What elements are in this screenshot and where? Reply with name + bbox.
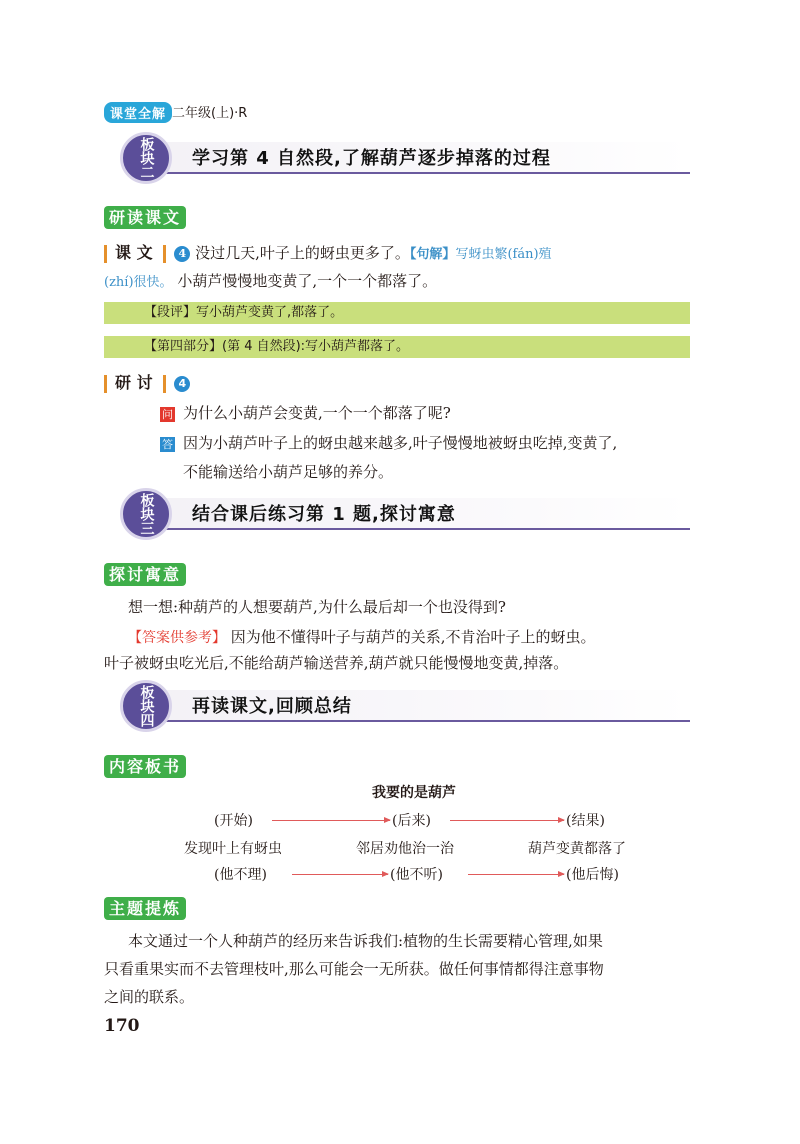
kewen-text-2: 小葫芦慢慢地变黄了,一个一个都落了。 bbox=[177, 272, 438, 290]
diagram-refuse: (他不听) bbox=[390, 867, 443, 883]
answer-icon: 答 bbox=[162, 437, 173, 451]
summary-line-3: 之间的联系。 bbox=[104, 988, 195, 1006]
question-text: 为什么小葫芦会变黄,一个一个都落了呢? bbox=[183, 404, 451, 422]
paragraph-number: 4 bbox=[174, 246, 190, 262]
tag-tantao: 探讨寓意 bbox=[104, 563, 186, 586]
tag-yandu: 研读课文 bbox=[104, 206, 186, 229]
tag-neirong: 内容板书 bbox=[104, 755, 186, 778]
section-banner-2 bbox=[120, 132, 690, 182]
diagram-result: (结果) bbox=[566, 813, 605, 829]
section-badge-2: 板块二 bbox=[120, 132, 172, 184]
grade-label: 二年级(上)·R bbox=[172, 106, 248, 121]
question-line bbox=[160, 402, 451, 423]
note-text-2: (zhí)很快。 bbox=[104, 275, 173, 290]
arrow-4 bbox=[468, 874, 564, 875]
summary-line-2: 只看重果实而不去管理枝叶,那么可能会一无所获。做任何事情都得注意事物 bbox=[104, 960, 604, 978]
diagram-ignore: (他不理) bbox=[214, 867, 267, 883]
diagram-step-3: 葫芦变黄都落了 bbox=[528, 841, 626, 857]
note-text: 写蚜虫繁(fán)殖 bbox=[455, 247, 552, 262]
question-icon: 问 bbox=[162, 407, 173, 421]
think-prompt: 想一想:种葫芦的人想要葫芦,为什么最后却一个也没得到? bbox=[128, 598, 506, 616]
tag-zhuti: 主题提炼 bbox=[104, 897, 186, 920]
answer-line-2: 不能输送给小葫芦足够的养分。 bbox=[183, 463, 394, 481]
kewen-text-1: 没过几天,叶子上的蚜虫更多了。 bbox=[195, 244, 410, 262]
answer-ref-line bbox=[128, 626, 698, 647]
kewen-line-1 bbox=[104, 240, 704, 263]
note-label: 【句解】 bbox=[409, 247, 456, 262]
brand-label: 课堂全解 bbox=[104, 102, 172, 123]
answer-ref-text-1: 因为他不懂得叶子与葫芦的关系,不肯治叶子上的蚜虫。 bbox=[230, 628, 596, 646]
answer-ref-text-2: 叶子被蚜虫吃光后,不能给葫芦输送营养,葫芦就只能慢慢地变黄,掉落。 bbox=[104, 654, 569, 672]
kewen-line-2 bbox=[104, 270, 704, 291]
yantao-label: 研 讨 bbox=[115, 373, 153, 392]
section-banner-3 bbox=[120, 488, 690, 538]
diagram-step-2: 邻居劝他治一治 bbox=[356, 841, 454, 857]
kewen-label: 课 文 bbox=[115, 243, 153, 262]
section-title-2: 学习第 4 自然段,了解葫芦逐步掉落的过程 bbox=[192, 148, 551, 169]
section-title-3: 结合课后练习第 1 题,探讨寓意 bbox=[192, 504, 456, 525]
arrow-3 bbox=[292, 874, 388, 875]
section-title-4: 再读课文,回顾总结 bbox=[192, 696, 352, 717]
duanping-band: 【段评】写小葫芦变黄了,都落了。 bbox=[104, 302, 690, 324]
diagram-later: (后来) bbox=[392, 813, 431, 829]
section-badge-3: 板块三 bbox=[120, 488, 172, 540]
section-badge-4: 板块四 bbox=[120, 680, 172, 732]
diagram-title: 我要的是葫芦 bbox=[372, 785, 456, 801]
diagram-start: (开始) bbox=[214, 813, 253, 829]
summary-line-1: 本文通过一个人种葫芦的经历来告诉我们:植物的生长需要精心管理,如果 bbox=[128, 932, 603, 950]
diagram-regret: (他后悔) bbox=[566, 867, 619, 883]
arrow-2 bbox=[450, 820, 564, 821]
part-band: 【第四部分】(第 4 自然段):写小葫芦都落了。 bbox=[104, 336, 690, 358]
answer-line-1 bbox=[160, 432, 700, 453]
section-banner-4 bbox=[120, 680, 690, 730]
answer-ref-label: 【答案供参考】 bbox=[128, 630, 226, 646]
page-number: 170 bbox=[104, 1016, 140, 1036]
arrow-1 bbox=[272, 820, 390, 821]
diagram-step-1: 发现叶上有蚜虫 bbox=[184, 841, 282, 857]
yantao-line: 研 讨 4 bbox=[104, 370, 190, 393]
answer-text-1: 因为小葫芦叶子上的蚜虫越来越多,叶子慢慢地被蚜虫吃掉,变黄了, bbox=[183, 434, 618, 452]
